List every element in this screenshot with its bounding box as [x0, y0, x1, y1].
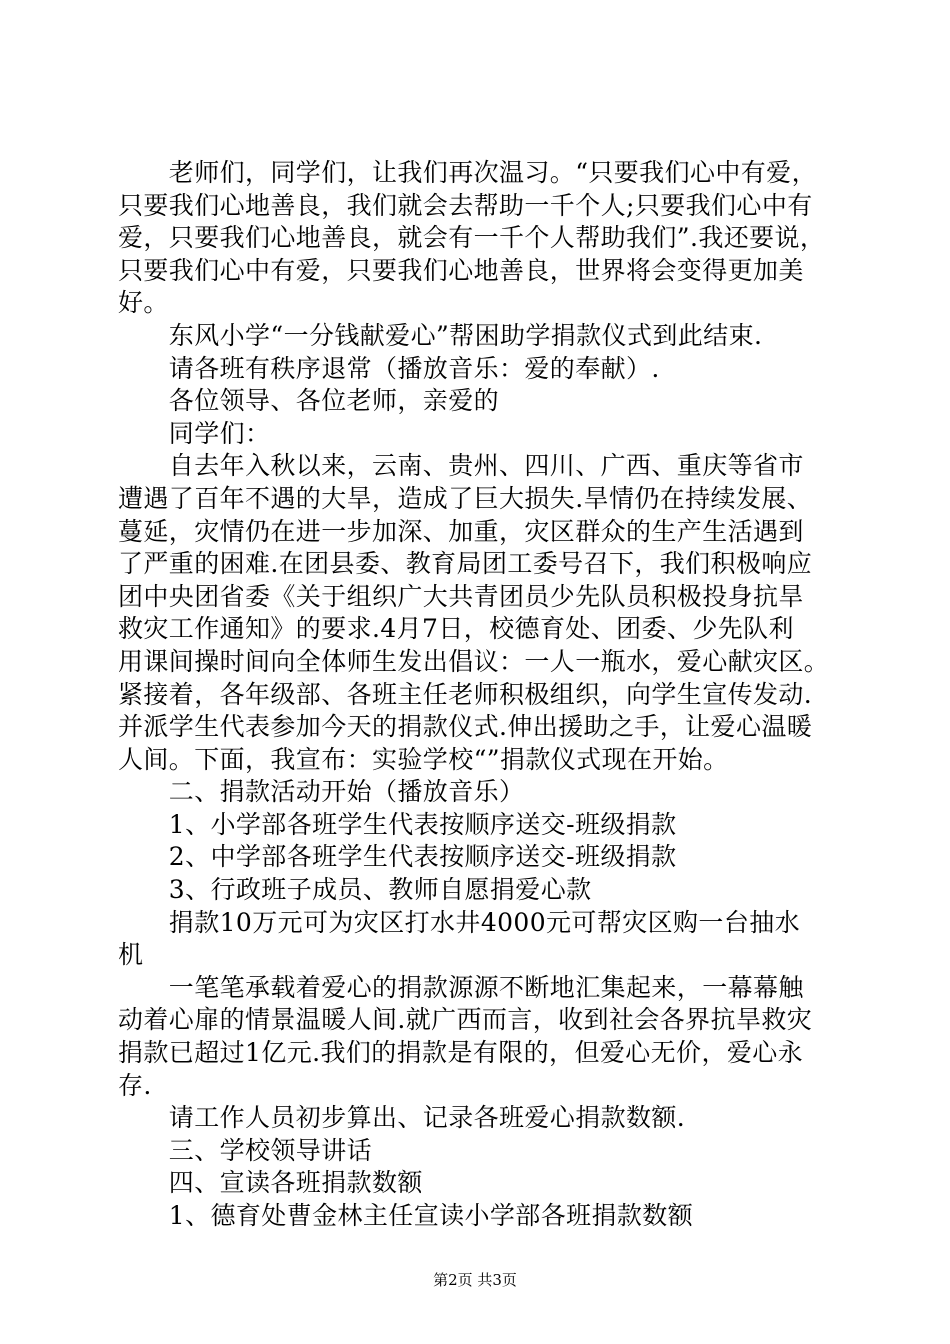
text-line: 3、行政班子成员、教师自愿捐爱心款: [118, 875, 592, 905]
text-line: 紧接着，各年级部、各班主任老师积极组织，向学生宣传发动.: [118, 679, 813, 709]
text-line: 人间。下面，我宣布：实验学校“”捐款仪式现在开始。: [118, 744, 729, 774]
text-line: 蔓延，灾情仍在进一步加深、加重，灾区群众的生产生活遇到: [118, 516, 804, 546]
text-line: 老师们，同学们，让我们再次温习。“只要我们心中有爱，: [118, 158, 817, 187]
text-line: 只要我们心地善良，我们就会去帮助一千个人;只要我们心中有: [118, 190, 813, 220]
page-number-label: 第2页 共3页: [433, 1271, 517, 1289]
text-line: 捐款10万元可为灾区打水井4000元可帮灾区购一台抽水: [118, 907, 801, 937]
page-footer: [0, 1270, 950, 1290]
text-line: 爱，只要我们心地善良，就会有一千个人帮助我们”.我还要说，: [118, 223, 826, 253]
text-line: 同学们：: [118, 418, 271, 448]
text-line: 了严重的困难.在团县委、教育局团工委号召下，我们积极响应: [118, 549, 813, 579]
document-body: [118, 157, 858, 1233]
text-line: 好。: [118, 288, 169, 318]
text-line: 1、德育处曹金林主任宣读小学部各班捐款数额: [118, 1201, 694, 1230]
text-line: 自去年入秋以来，云南、贵州、四川、广西、重庆等省市: [118, 451, 804, 481]
text-line: 2、中学部各班学生代表按顺序送交-班级捐款: [118, 842, 677, 872]
text-line: 存.: [118, 1070, 152, 1100]
text-line: 并派学生代表参加今天的捐款仪式.伸出援助之手，让爱心温暖: [118, 712, 813, 742]
text-line: 团中央团省委《关于组织广大共青团员少先队员积极投身抗旱: [118, 581, 804, 611]
text-line: 1、小学部各班学生代表按顺序送交-班级捐款: [118, 809, 677, 839]
text-line: 三、学校领导讲话: [118, 1135, 373, 1165]
text-line: 动着心扉的情景温暖人间.就广西而言，收到社会各界抗旱救灾: [118, 1005, 813, 1035]
text-line: 救灾工作通知》的要求.4月7日，校德育处、团委、少先队利: [118, 614, 794, 644]
text-line: 只要我们心中有爱，只要我们心地善良，世界将会变得更加美: [118, 255, 804, 285]
text-line: 遭遇了百年不遇的大旱，造成了巨大损失.旱情仍在持续发展、: [118, 483, 813, 513]
text-line: 请工作人员初步算出、记录各班爱心捐款数额.: [118, 1103, 686, 1133]
text-line: 各位领导、各位老师，亲爱的: [118, 386, 500, 416]
text-line: 用课间操时间向全体师生发出倡议：一人一瓶水，爱心献灾区。: [118, 646, 830, 676]
text-line: 捐款已超过1亿元.我们的捐款是有限的，但爱心无价，爱心永: [118, 1038, 804, 1068]
text-line: 四、宣读各班捐款数额: [118, 1168, 423, 1198]
text-line: 请各班有秩序退常（播放音乐：爱的奉献）.: [118, 353, 660, 383]
text-line: 一笔笔承载着爱心的捐款源源不断地汇集起来，一幕幕触: [118, 972, 804, 1002]
text-line: 机: [118, 940, 144, 970]
text-line: 二、捐款活动开始（播放音乐）: [118, 777, 525, 807]
text-line: 东风小学“一分钱献爱心”帮困助学捐款仪式到此结束.: [118, 320, 763, 350]
